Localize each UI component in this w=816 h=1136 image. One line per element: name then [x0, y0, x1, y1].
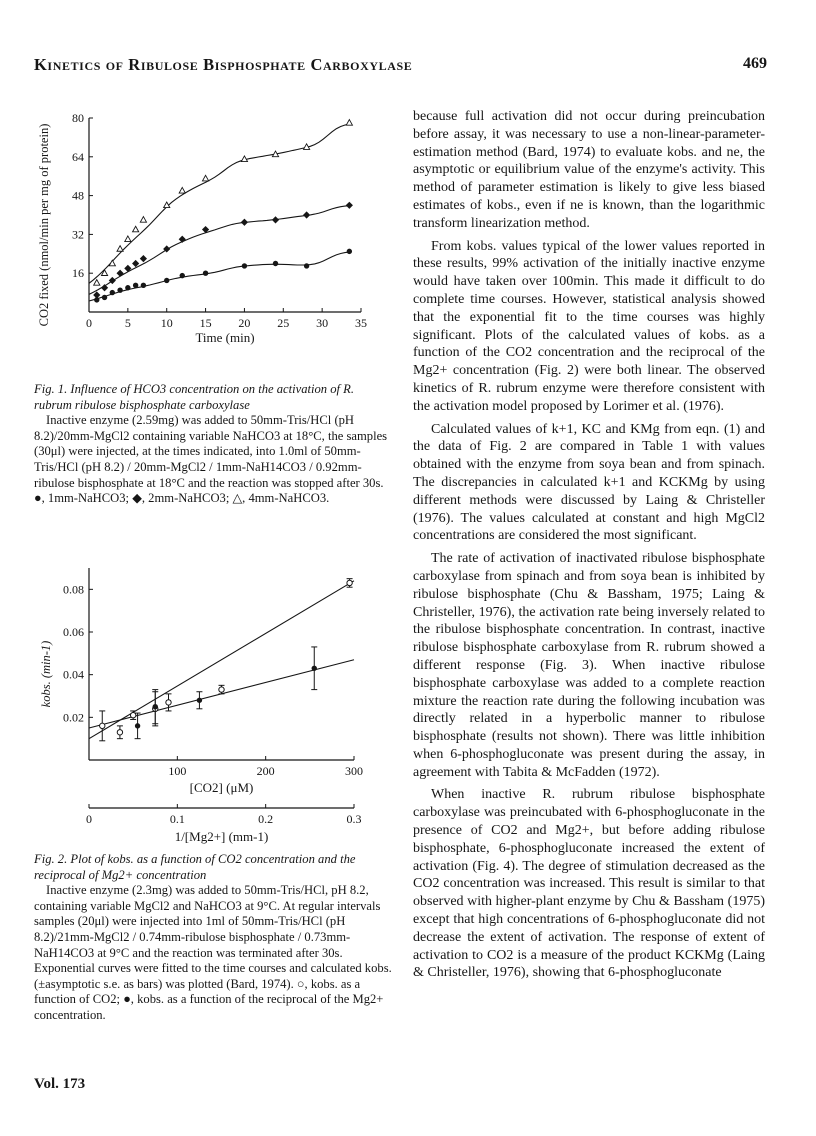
data-point-4mm-NaHCO3 [133, 226, 139, 232]
data-point-2mm-NaHCO3 [241, 219, 248, 226]
x-tick-label-mg: 0.1 [169, 812, 185, 826]
fit-curve-2mm-NaHCO3 [89, 206, 349, 295]
data-point-kobs. vs CO2 [166, 700, 171, 705]
body-paragraph: Calculated values of k+1, KC and KMg from eqn. (1) and the data of Fig. 2 are compared in Table 1 with values obtained with the enzyme from soya bean and from spinach. The discrepancies in calculated k+1 and KCKMg by using different methods were discussed by Laing & Christeller (1976). The values calculated at constant and high MgCl2 concentrations are considered the most significant. [413, 421, 765, 544]
body-text-column [413, 108, 765, 982]
y-tick-label: 80 [72, 112, 84, 125]
y-axis-label: CO2 fixed (nmol/min per mg of protein) [37, 123, 51, 327]
data-point-2mm-NaHCO3 [101, 284, 108, 291]
y-tick-label: 0.04 [63, 667, 84, 682]
data-point-4mm-NaHCO3 [94, 280, 100, 286]
data-point-1mm-NaHCO3 [180, 273, 185, 278]
data-point-2mm-NaHCO3 [303, 211, 310, 218]
figure-1-caption [34, 382, 394, 507]
data-point-1mm-NaHCO3 [133, 283, 138, 288]
body-paragraph: The rate of activation of inactivated ribulose bisphosphate carboxylase from spinach and from soya bean is inhibited by ribulose bisphosphate (Chu & Bassham, 1975; Laing & Christeller, 1976), the activation rate being inversely related to the ribulose bisphosphate concentration. In contrast, inactive ribulose bisphosphate carboxylase from R. rubrum showed a different response (Fig. 3). When inactive ribulose bisphosphate carboxylase was added to a complete reaction mixture the reaction rate during the following incubation was directly related in a hyperbolic manner to ribulose bisphosphate (results not shown). There was little inhibition when 6-phosphogluconate was present during the assay, in agreement with Tabita & McFadden (1972). [413, 551, 765, 780]
data-point-1mm-NaHCO3 [242, 263, 247, 268]
figure-1-caption-body: Inactive enzyme (2.59mg) was added to 50mm-Tris/HCl (pH 8.2)/20mm-MgCl2 containing variable NaHCO3 at 18°C, the samples (30μl) were injected, at the times indicated, into 1.0ml of 50mm-Tris/HCl (pH 8.2) / 20mm-MgCl2 / 1mm-NaH14CO3 / 0.92mm-ribulose bisphosphate at 18°C and the reaction was stopped after 30s. ●, 1mm-NaHCO3; ◆, 2mm-NaHCO3; △, 4mm-NaHCO3. [34, 413, 388, 506]
data-point-1mm-NaHCO3 [110, 290, 115, 295]
fit-curve-1mm-NaHCO3 [89, 252, 349, 301]
x-tick-label: 5 [124, 316, 131, 330]
data-point-kobs. vs 1/[Mg2+] [197, 698, 202, 703]
data-point-4mm-NaHCO3 [117, 246, 123, 252]
data-point-4mm-NaHCO3 [125, 236, 131, 242]
data-point-2mm-NaHCO3 [116, 270, 123, 277]
x-tick-label-co2: 300 [345, 764, 363, 778]
data-point-kobs. vs CO2 [347, 580, 352, 585]
x-tick-label: 10 [160, 316, 173, 330]
page-number: 469 [743, 55, 767, 72]
x-tick-label: 30 [316, 316, 329, 330]
x-tick-label: 25 [277, 316, 290, 330]
x-tick-label: 15 [199, 316, 212, 330]
x-tick-label-mg: 0.2 [258, 812, 274, 826]
figure-2-caption-title: Fig. 2. Plot of kobs. as a function of CO2 concentration and the reciprocal of Mg2+ concentration [34, 852, 356, 882]
y-tick-label: 0.02 [63, 710, 84, 725]
data-point-2mm-NaHCO3 [272, 216, 279, 223]
x-axis-label-co2: [CO2] (μM) [189, 780, 254, 795]
x-tick-label-mg: 0.3 [346, 812, 362, 826]
data-point-kobs. vs 1/[Mg2+] [135, 723, 140, 728]
figure-2-caption [34, 852, 394, 1024]
running-title: Kinetics of Ribulose Bisphosphate Carboxylase [34, 55, 413, 74]
x-tick-label-mg: 0 [86, 812, 92, 826]
data-point-2mm-NaHCO3 [346, 202, 353, 209]
data-point-kobs. vs CO2 [117, 730, 122, 735]
x-tick-label: 20 [238, 316, 251, 330]
data-point-1mm-NaHCO3 [117, 287, 122, 292]
body-paragraph: When inactive R. rubrum ribulose bisphosphate carboxylase was preincubated with 6-phosphogluconate in the presence of CO2 and Mg2+, but before adding ribulose bisphosphate, 6-phosphogluconate increased the extent of activation (Fig. 4). The degree of stimulation decreased as the CO2 concentration was increased. This result is similar to that observed with higher-plant enzyme by Chu & Bassham (1975) except that high concentrations of 6-phosphogluconate did not decrease the extent of activation. The response of extent of activation to CO2 is a measure of the product KCKMg (Laing & Christeller, 1976), showing that 6-phosphogluconate [413, 787, 765, 981]
data-point-1mm-NaHCO3 [164, 278, 169, 283]
data-point-4mm-NaHCO3 [346, 120, 352, 126]
data-point-1mm-NaHCO3 [347, 249, 352, 254]
figure-2-chart [34, 560, 379, 850]
y-tick-label: 16 [72, 266, 84, 281]
x-tick-label-co2: 200 [256, 764, 275, 778]
data-point-2mm-NaHCO3 [179, 236, 186, 243]
body-paragraph: because full activation did not occur during preincubation before assay, it was necessary to use a non-linear-parameter-estimation method (Bard, 1974) to evaluate kobs. and ne, the asymptotic or equilibrium value of the enzyme's activity. This method of parameter estimation is likely to give less biased estimates of kobs., even if ne is known, than the logarithmic transform linearization method. [413, 109, 765, 231]
data-point-kobs. vs CO2 [100, 723, 105, 728]
y-tick-label: 48 [72, 188, 84, 203]
data-point-1mm-NaHCO3 [102, 295, 107, 300]
data-point-kobs. vs CO2 [219, 687, 224, 692]
x-tick-label: 0 [86, 316, 92, 330]
volume-footer: Vol. 173 [34, 1076, 86, 1092]
y-tick-label: 32 [72, 227, 84, 242]
x-tick-label: 35 [355, 316, 367, 330]
x-axis-label-mg: 1/[Mg2+] (mm-1) [174, 829, 269, 844]
data-point-2mm-NaHCO3 [140, 255, 147, 262]
figure-1-chart [34, 112, 379, 380]
data-point-kobs. vs 1/[Mg2+] [153, 704, 158, 709]
y-axis-label: kobs. (min-1) [39, 640, 53, 708]
y-tick-label: 64 [72, 149, 84, 164]
y-tick-label: 0.08 [63, 582, 84, 597]
figure-1-caption-title: Fig. 1. Influence of HCO3 concentration on the activation of R. rubrum ribulose bisphosphate carboxylase [34, 382, 355, 412]
y-tick-label: 0.06 [63, 625, 84, 639]
data-point-4mm-NaHCO3 [179, 187, 185, 193]
data-point-4mm-NaHCO3 [140, 217, 146, 223]
data-point-1mm-NaHCO3 [273, 261, 278, 266]
fit-curve-4mm-NaHCO3 [89, 124, 349, 283]
data-point-1mm-NaHCO3 [141, 283, 146, 288]
data-point-kobs. vs 1/[Mg2+] [312, 666, 317, 671]
data-point-1mm-NaHCO3 [203, 271, 208, 276]
data-point-4mm-NaHCO3 [202, 175, 208, 181]
body-paragraph: From kobs. values typical of the lower values reported in these results, 99% activation of the initially inactive enzyme would have taken over 100min. This made it difficult to do complete time courses. However, statistical analysis showed that the exponential fit to the time courses was highly significant. Plots of the calculated values of kobs. as a function of the CO2 concentration and the reciprocal of the Mg2+ concentration (Fig. 2) were both linear. The observed kinetics of R. rubrum enzyme were therefore consistent with the activation model proposed by Lorimer et al. (1976). [413, 238, 765, 414]
data-point-1mm-NaHCO3 [304, 263, 309, 268]
figure-2-caption-body: Inactive enzyme (2.3mg) was added to 50mm-Tris/HCl, pH 8.2, containing variable MgCl2 and NaHCO3 at 9°C. At regular intervals samples (20μl) were injected into 1ml of 50mm-Tris/HCl (pH 8.2)/21mm-MgCl2 / 0.74mm-ribulose bisphosphate / 0.73mm-NaH14CO3 at 9°C and the reaction was terminated after 30s. Exponential curves were fitted to the time courses and calculated kobs. (±asymptotic s.e. as bars) was plotted (Bard, 1974). ○, kobs. as a function of CO2; ●, kobs. as a function of the reciprocal of the Mg2+ concentration. [34, 883, 392, 1022]
data-point-4mm-NaHCO3 [101, 270, 107, 276]
data-point-1mm-NaHCO3 [125, 285, 130, 290]
x-tick-label-co2: 100 [168, 764, 187, 778]
x-axis-label: Time (min) [195, 330, 255, 345]
